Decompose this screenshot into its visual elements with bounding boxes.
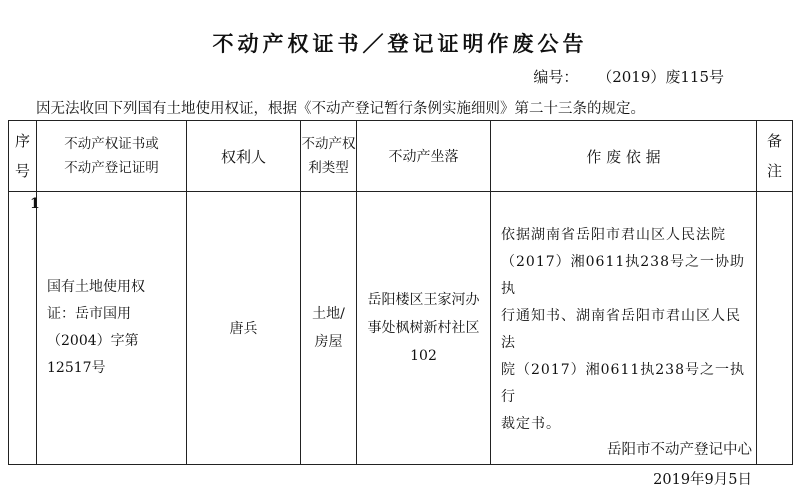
row-location-line2: 事处枫树新村社区	[367, 320, 480, 336]
row-location-line3: 102	[410, 348, 437, 364]
document-number	[533, 66, 724, 87]
row-certificate-line2: 证：岳市国用	[47, 306, 131, 322]
header-remark	[757, 121, 793, 192]
header-index-line1: 序	[14, 132, 30, 150]
document-number-value: （2019）废115号	[597, 68, 724, 86]
header-certificate	[37, 121, 187, 192]
row-certificate-line1: 国有土地使用权	[47, 279, 145, 295]
issuer-name: 岳阳市不动产登记中心	[607, 442, 752, 458]
row-right-type-line2: 房屋	[314, 334, 343, 350]
row-basis-line4: 院（2017）湘0611执238号之一执行	[501, 362, 745, 405]
header-location: 不动产坐落	[357, 121, 491, 192]
intro-paragraph: 因无法收回下列国有土地使用权证，根据《不动产登记暂行条例实施细则》第二十三条的规定。	[36, 101, 645, 117]
document-number-label: 编号：	[533, 68, 579, 86]
header-certificate-line1: 不动产权证书或	[64, 136, 159, 152]
header-right-type-line1: 不动产权	[301, 136, 356, 152]
row-certificate	[37, 192, 187, 465]
row-basis-line2: （2017）湘0611执238号之一协助执	[501, 254, 745, 297]
row-basis	[491, 192, 757, 465]
row-remark	[757, 192, 793, 465]
header-index-line2: 号	[14, 162, 30, 180]
void-notice-table	[8, 120, 793, 465]
row-location-line1: 岳阳楼区王家河办	[367, 292, 480, 308]
header-right-type-line2: 利类型	[308, 160, 349, 176]
row-basis-line1: 依据湖南省岳阳市君山区人民法院	[501, 227, 726, 243]
header-right-type	[301, 121, 357, 192]
header-remark-line1: 备	[766, 132, 782, 150]
row-basis-line3: 行通知书、湖南省岳阳市君山区人民法	[501, 308, 741, 351]
row-certificate-line3: （2004）字第	[47, 333, 139, 349]
row-right-type-line1: 土地/	[312, 306, 345, 322]
row-basis-line5: 裁定书。	[501, 416, 561, 432]
header-basis: 作 废 依 据	[491, 121, 757, 192]
header-holder: 权利人	[187, 121, 301, 192]
header-index	[9, 121, 37, 192]
row-location	[357, 192, 491, 465]
document-title: 不动产权证书／登记证明作废公告	[212, 32, 588, 56]
issue-date: 2019年9月5日	[653, 472, 752, 488]
header-remark-line2: 注	[766, 162, 782, 180]
row-holder: 唐兵	[187, 192, 301, 465]
header-certificate-line2: 不动产登记证明	[64, 160, 159, 176]
row-index: 1	[9, 192, 37, 465]
table-row	[9, 192, 793, 465]
table-header-row	[9, 121, 793, 192]
row-certificate-line4: 12517号	[47, 360, 106, 376]
row-right-type	[301, 192, 357, 465]
